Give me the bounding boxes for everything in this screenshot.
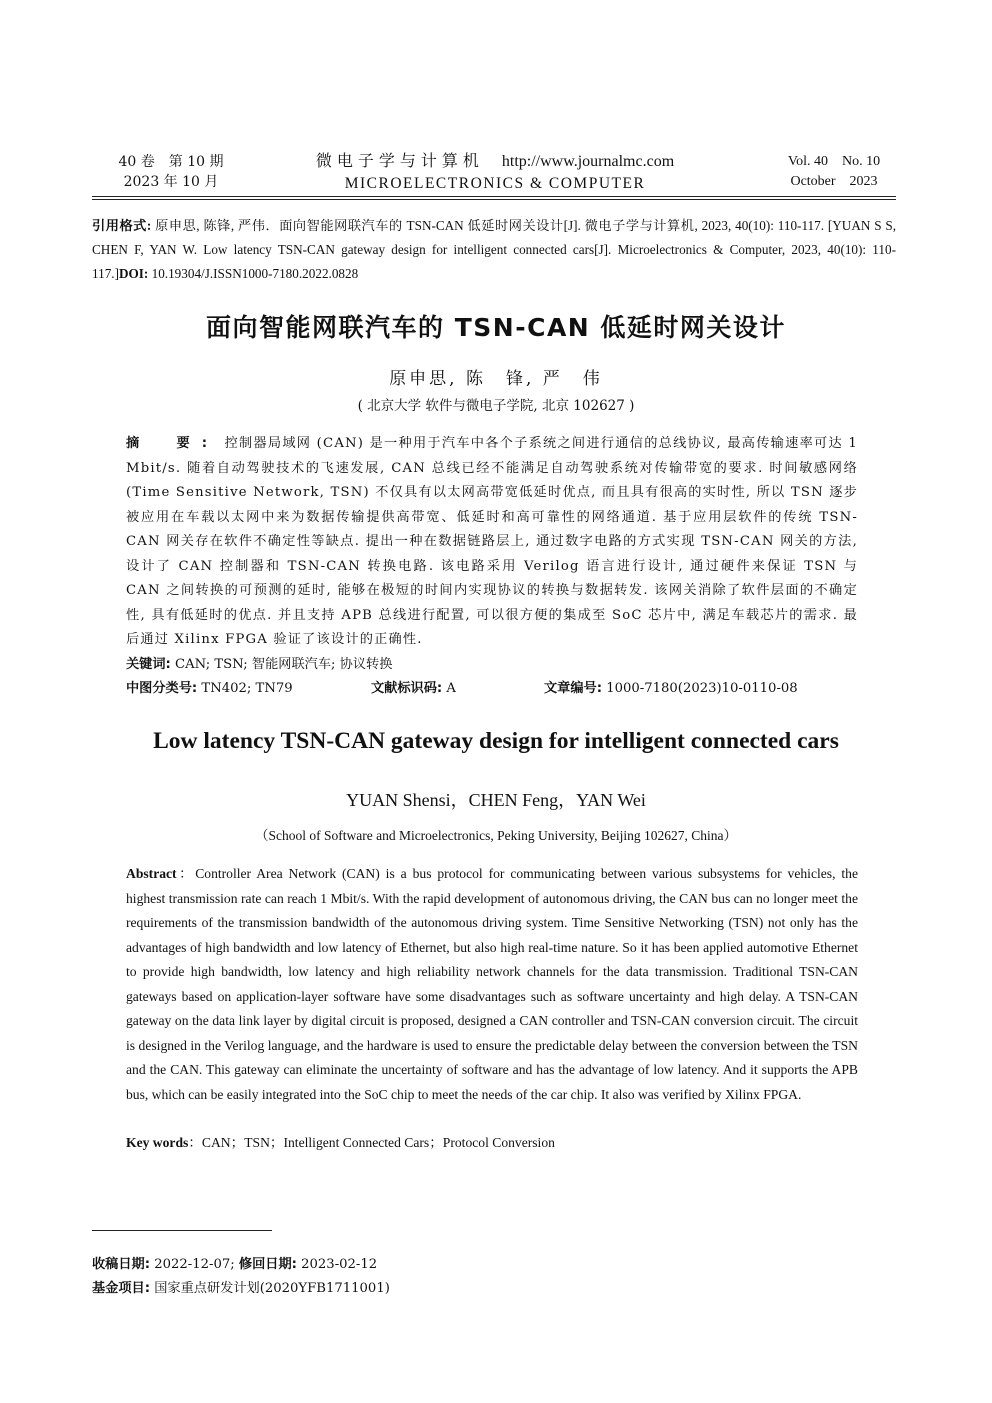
doi[interactable]: 10.19304/J.ISSN1000-7180.2022.0828: [148, 266, 359, 281]
fund-footnote: [92, 1278, 852, 1300]
keywords-cn: [126, 654, 886, 676]
document-code-value: A: [442, 681, 456, 696]
article-number: [544, 681, 798, 696]
keywords-cn-label: 关键词:: [126, 657, 171, 672]
issue-date: 2023 年 10 月: [123, 174, 219, 190]
document-code-label: 文献标识码:: [371, 681, 443, 696]
dates-footnote: [92, 1254, 852, 1276]
keywords-en: [126, 1132, 886, 1154]
affiliation-cn: ( 北京大学 软件与微电子学院, 北京 102627 ): [357, 398, 635, 414]
footnote-rule: [92, 1230, 272, 1231]
journal-masthead: [290, 150, 700, 195]
citation-block: [92, 214, 896, 286]
fund-label: 基金项目:: [92, 1281, 151, 1296]
issue-info-en: [770, 152, 898, 192]
revised-date: 2023-02-12: [296, 1257, 378, 1272]
abstract-en: [126, 862, 858, 1107]
abstract-cn: [126, 432, 858, 653]
journal-url[interactable]: http://www.journalmc.com: [501, 153, 675, 170]
keywords-en-text: ：CAN；TSN；Intelligent Connected Cars；Protocol Conversion: [188, 1135, 555, 1150]
header-rule-thin: [92, 199, 896, 200]
doi-label: DOI:: [118, 266, 149, 281]
abstract-en-label: Abstract: [126, 866, 177, 881]
affiliation-en: （School of Software and Microelectronics, Peking University, Beijing 102627, China）: [254, 828, 738, 843]
abstract-cn-text: 控制器局域网 (CAN) 是一种用于汽车中各个子系统之间进行通信的总线协议, 最高传输速率可达 1 Mbit/s. 随着自动驾驶技术的飞速发展, CAN 总线已经不能满足自动驾驶系统对传输带宽的要求. 时间敏感网络 (Time Sensitive Network, TSN) 不仅具有以太网高带宽低延时优点, 而且具有很高的实时性, 所以 TSN 逐步被应用在车载以太网中来为数据传输提供高带宽、低延时和高可靠性的网络通道. 基于应用层软件的传统 TSN-CAN 网关存在软件不确定性等缺点. 提出一种在数据链路层上, 通过数字电路的方式实现 TSN-CAN 网关的方法, 设计了 CAN 控制器和 TSN-CAN 转换电路. 该电路采用 Verilog 语言进行设计, 通过硬件来保证 TSN 与 CAN 之间转换的可预测的延时, 能够在极短的时间内实现协议的转换与数据转发. 该网关消除了软件层面的不确定性, 具有低延时的优点. 并且支持 APB 总线进行配置, 可以很方便的集成至 SoC 芯片中, 满足车载芯片的需求. 最后通过 Xilinx FPGA 验证了该设计的正确性.: [126, 436, 859, 647]
abstract-cn-label: 摘 要:: [126, 436, 220, 451]
volume-issue: 40 卷 第 10 期: [118, 154, 224, 170]
citation-en: [YUAN S S, CHEN F, YAN W. Low latency TSN-CAN gateway design for intelligent connected cars[J]. Microelectronics & Computer, 2023, 40(10): 110-117.]: [92, 218, 896, 281]
keywords-en-label: Key words: [126, 1135, 189, 1150]
fund-text: 国家重点研发计划(2020YFB1711001): [150, 1281, 390, 1296]
header-rule: [92, 196, 896, 197]
citation-label: 引用格式:: [92, 218, 152, 233]
issue-info: [96, 152, 246, 192]
document-code: [371, 678, 544, 700]
article-number-label: 文章编号:: [544, 681, 603, 696]
citation-cn: 原申思, 陈锋, 严伟．面向智能网联汽车的 TSN-CAN 低延时网关设计[J]. 微电子学与计算机, 2023, 40(10): 110-117.: [151, 218, 828, 233]
paper-title-cn: 面向智能网联汽车的 TSN-CAN 低延时网关设计: [206, 313, 786, 342]
abstract-en-text: ：Controller Area Network (CAN) is a bus protocol for communicating between various subsystems for vehicles, the highest transmission rate can reach 1 Mbit/s. With the rapid development of autonomous driving, the CAN bus can no longer meet the requirements of the transmission bandwidth of the autonomous driving system. Time Sensitive Networking (TSN) not only has the advantages of high bandwidth and low latency of Ethernet, but also high real-time nature. So it has been applied automotive Ethernet to provide high bandwidth, low latency and high reliability network channels for the data transmission. Traditional TSN-CAN gateways based on application-layer software have some disadvantages such as software uncertainty and high delay. A TSN-CAN gateway on the data link layer by digital circuit is proposed, designed a CAN controller and TSN-CAN conversion circuit. The circuit is designed in the Verilog language, and the hardware is used to ensure the predictable delay between the conversion between the TSN and the CAN. This gateway can eliminate the uncertainty of software and has the advantage of low latency. And it supports the APB bus, which can be easily integrated into the SoC chip to meet the needs of the car chip. It also was verified by Xilinx FPGA.: [126, 866, 858, 1102]
authors-en: YUAN Shensi，CHEN Feng，YAN Wei: [346, 790, 646, 810]
journal-name-cn: 微电子学与计算机: [315, 151, 484, 170]
issue-date-en: October 2023: [790, 174, 878, 189]
volume-issue-en: Vol. 40 No. 10: [787, 154, 881, 169]
clc-value: TN402; TN79: [197, 681, 293, 696]
article-number-value: 1000-7180(2023)10-0110-08: [602, 681, 798, 696]
journal-name-en: MICROELECTRONICS & COMPUTER: [344, 175, 646, 192]
keywords-cn-text: CAN; TSN; 智能网联汽车; 协议转换: [170, 657, 393, 672]
classification-line: [126, 678, 886, 700]
received-label: 收稿日期:: [92, 1257, 151, 1272]
clc-label: 中图分类号:: [126, 681, 198, 696]
received-date: 2022-12-07;: [150, 1257, 239, 1272]
paper-title-en: Low latency TSN-CAN gateway design for intelligent connected cars: [153, 728, 839, 754]
clc-code: [126, 678, 371, 700]
authors-cn: 原申思, 陈 锋, 严 伟: [389, 369, 603, 389]
revised-label: 修回日期:: [238, 1257, 297, 1272]
